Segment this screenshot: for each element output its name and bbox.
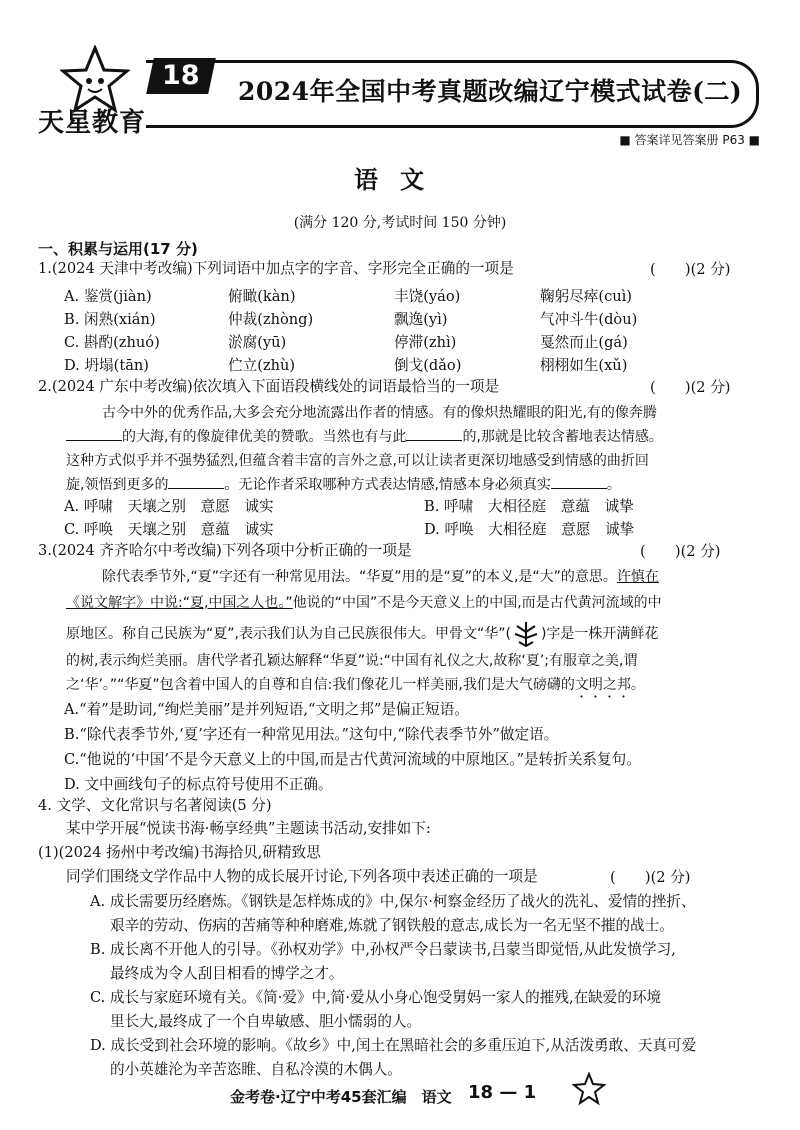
q1-option-b-1: B. 闲熟(xián) [64, 311, 156, 328]
exam-title: 2024年全国中考真题改编辽宁模式试卷(二) [238, 77, 743, 106]
q4-option-c-line-2: 里长大,最终成了一个自卑敏感、胆小懦弱的人。 [110, 1013, 422, 1030]
q4-option-c-line-1: C. 成长与家庭环境有关。《简·爱》中,简·爱从小身心饱受舅妈一家人的摧残,在缺爱的环境 [90, 989, 662, 1006]
q4-option-a-line-1: A. 成长需要历经磨炼。《钢铁是怎样炼成的》中,保尔·柯察金经历了战火的洗礼、爱情的挫折、 [90, 893, 696, 910]
question-4-stem: 4. 文学、文化常识与名著阅读(5 分) [38, 797, 272, 814]
q3-option-a: A.“着”是助词,“绚烂美丽”是并列短语,“文明之邦”是偏正短语。 [64, 701, 469, 718]
section-heading: 一、积累与运用(17 分) [38, 240, 198, 258]
q2-option-d: D. 呼唤 大相径庭 意愿 诚挚 [424, 521, 635, 538]
q4-option-b-line-1: B. 成长离不开他人的引导。《孙权劝学》中,孙权严令吕蒙读书,吕蒙当即觉悟,从此发愤学习, [90, 941, 676, 958]
q1-option-a-3: 丰饶(yáo) [394, 288, 461, 305]
q4-option-a-line-2: 艰辛的劳动、伤病的苦痛等种种磨难,炼就了钢铁般的意志,成长为一名无坚不摧的战士。 [110, 917, 674, 934]
q1-option-b-4: 气冲斗牛(dòu) [540, 311, 638, 328]
q1-option-b-2: 仲裁(zhòng) [228, 311, 314, 328]
q4-option-d-line-1: D. 成长受到社会环境的影响。《故乡》中,闰土在黑暗社会的多重压迫下,从活泼勇敢、天真可爱 [90, 1037, 697, 1054]
q1-option-d-1: D. 坍塌(tān) [64, 357, 149, 374]
q2-option-a: A. 呼啸 天壤之别 意愿 诚实 [64, 498, 274, 515]
blank-1[interactable] [66, 426, 122, 441]
q1-option-d-3: 倒戈(dǎo) [394, 357, 462, 374]
q3-option-c: C.“他说的‘中国’不是今天意义上的中国,而是古代黄河流域的中原地区。”是转折关系复句。 [64, 751, 641, 768]
q1-option-b-3: 飘逸(yì) [394, 311, 448, 328]
q3-passage-line-1: 除代表季节外,“夏”字还有一种常见用法。“华夏”用的是“夏”的本义,是“大”的意思。许慎在 [102, 569, 659, 585]
q3-option-d: D. 文中画线句子的标点符号使用不正确。 [64, 776, 333, 793]
q4-sub1-score: ( )(2 分) [610, 869, 691, 886]
q3-passage-line-2: 《说文解字》中说:“夏,中国之人也。”他说的“中国”不是今天意义上的中国,而是古代黄河流域的中 [66, 595, 662, 611]
q3-passage-line-5: 之‘华’。”“华夏”包含着中国人的自尊和自信:我们像花儿一样美丽,我们是大气磅礴的文明之邦。 [66, 677, 645, 693]
blank-4[interactable] [551, 474, 607, 489]
q3-passage-line-3: 原地区。称自己民族为“夏”,表示我们认为自己民族很伟大。甲骨文“华”( )字是一株开满鲜花 [66, 620, 658, 648]
question-3-stem: 3.(2024 齐齐哈尔中考改编)下列各项中分析正确的一项是 [38, 542, 412, 559]
q1-option-d-2: 伫立(zhù) [228, 357, 296, 374]
page-number: 18 — 1 [468, 1082, 537, 1103]
q1-option-a-4: 鞠躬尽瘁(cuì) [540, 288, 633, 305]
answer-reference: ■ 答案详见答案册 P63 ■ [619, 133, 760, 147]
q4-option-d-line-2: 的小英雄沦为辛苦恣睢、自私冷漠的木偶人。 [110, 1061, 402, 1078]
q4-intro: 某中学开展“悦读书海·畅享经典”主题读书活动,安排如下: [66, 820, 431, 837]
q2-passage-line-1: 古今中外的优秀作品,大多会充分地流露出作者的情感。有的像炽热耀眼的阳光,有的像奔腾 [102, 405, 657, 421]
q1-option-c-3: 停滞(zhì) [394, 334, 457, 351]
oracle-bone-hua-glyph-icon [511, 620, 541, 648]
q1-option-c-4: 戛然而止(gá) [540, 334, 628, 351]
question-2-score: ( )(2 分) [650, 379, 731, 396]
exam-meta: (满分 120 分,考试时间 150 分钟) [293, 215, 507, 231]
question-3-score: ( )(2 分) [640, 543, 721, 560]
q2-passage-line-2: 的大海,有的像旋律优美的赞歌。当然也有与此 的,那就是比较含蓄地表达情感。 [66, 426, 663, 448]
q1-option-d-4: 栩栩如生(xǔ) [540, 357, 628, 374]
q2-option-c: C. 呼唤 天壤之别 意蕴 诚实 [64, 521, 274, 538]
q4-sub1-stem: 同学们围绕文学作品中人物的成长展开讨论,下列各项中表述正确的一项是 [66, 868, 538, 885]
q1-option-c-1: C. 斟酌(zhuó) [64, 334, 160, 351]
q1-option-a-2: 俯瞰(kàn) [228, 288, 296, 305]
paper-number-badge: 18 [146, 58, 216, 94]
star-mascot-icon [572, 1072, 606, 1106]
question-1-score: ( )(2 分) [650, 261, 731, 278]
question-2-stem: 2.(2024 广东中考改编)依次填入下面语段横线处的词语最恰当的一项是 [38, 378, 500, 395]
q1-option-c-2: 淤腐(yū) [228, 334, 287, 351]
q1-option-a-1: A. 鉴赏(jiàn) [64, 288, 152, 305]
q2-option-b: B. 呼啸 大相径庭 意蕴 诚挚 [424, 498, 634, 515]
blank-2[interactable] [406, 426, 462, 441]
q3-option-b: B.“除代表季节外,‘夏’字还有一种常见用法。”这句中,“除代表季节外”做定语。 [64, 726, 559, 743]
q2-passage-line-3: 这种方式似乎并不强势猛烈,但蕴含着丰富的言外之意,可以让读者更深切地感受到情感的曲折回 [66, 453, 649, 469]
q4-sub1-heading: (1)(2024 扬州中考改编)书海拾贝,研精致思 [38, 844, 321, 861]
subject-title: 语文 [354, 165, 446, 194]
brand-name: 天星教育 [38, 108, 147, 138]
q4-option-b-line-2: 最终成为令人刮目相看的博学之才。 [110, 965, 344, 982]
q2-passage-line-4: 旋,领悟到更多的 。无论作者采取哪种方式表达情感,情感本身必须真实 。 [66, 474, 621, 496]
q3-passage-line-4: 的树,表示绚烂美丽。唐代学者孔颖达解释“华夏”说:“中国有礼仪之大,故称‘夏’;有服章之美,谓 [66, 653, 638, 669]
footer-book-title: 金考卷·辽宁中考45套汇编 语文 [230, 1088, 452, 1106]
blank-3[interactable] [168, 474, 224, 489]
question-1-stem: 1.(2024 天津中考改编)下列词语中加点字的字音、字形完全正确的一项是 [38, 260, 514, 277]
